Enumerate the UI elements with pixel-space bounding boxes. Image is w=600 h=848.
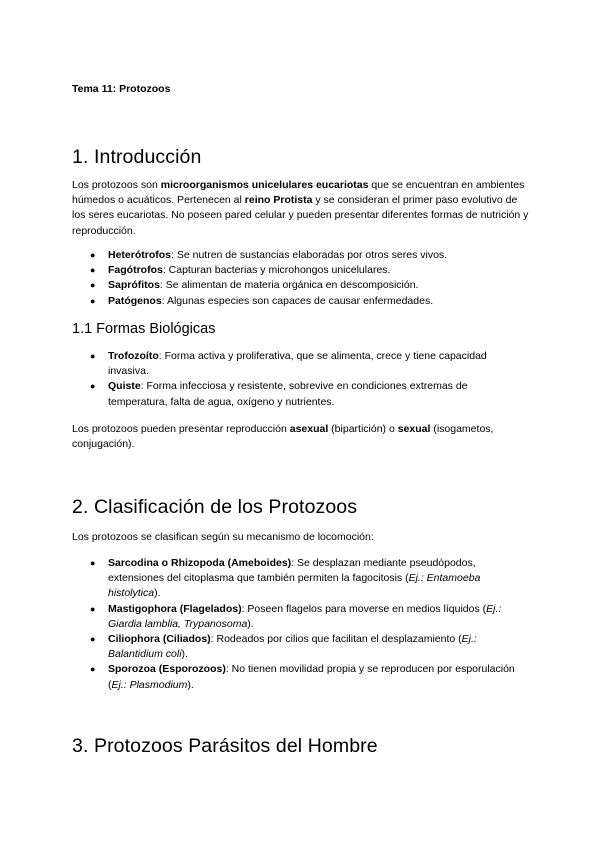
bullet-icon: ● bbox=[90, 265, 96, 276]
bullet-icon: ● bbox=[90, 280, 96, 291]
document-title: Tema 11: Protozoos bbox=[72, 83, 171, 95]
list-item: ● Patógenos: Algunas especies son capaces de causar enfermedades. bbox=[90, 294, 520, 309]
bullet-icon: ● bbox=[90, 250, 96, 260]
reproduction-paragraph: Los protozoos pueden presentar reproducción asexual (bipartición) o sexual (isogametos, conjugación). bbox=[72, 423, 494, 451]
list-item: ● Ciliophora (Ciliados): Rodeados por cilios que facilitan el desplazamiento (Ej.: Balantidium coli). bbox=[90, 633, 477, 661]
bullet-icon: ● bbox=[90, 558, 96, 568]
list-item: ● Trofozoíto: Forma activa y proliferativa, que se alimenta, crece y tiene capacidad invasiva. bbox=[90, 350, 487, 378]
bullet-icon: ● bbox=[90, 381, 96, 392]
bullet-icon: ● bbox=[90, 603, 96, 614]
heading-formas-biologicas: 1.1 Formas Biológicas bbox=[72, 321, 216, 337]
heading-introduccion: 1. Introducción bbox=[72, 146, 202, 168]
bullet-icon: ● bbox=[90, 664, 96, 675]
heading-clasificacion: 2. Clasificación de los Protozoos bbox=[72, 496, 358, 518]
bullet-icon: ● bbox=[90, 351, 96, 361]
heading-parasitos: 3. Protozoos Parásitos del Hombre bbox=[72, 735, 378, 757]
classification-intro: Los protozoos se clasifican según su mecanismo de locomoción: bbox=[72, 531, 374, 543]
list-item: ● Sporozoa (Esporozoos): No tienen movilidad propia y se reproducen por esporulación (Ej.: Plasmodium). bbox=[90, 663, 515, 691]
list-item: ● Saprófitos: Se alimentan de materia orgánica en descomposición. bbox=[90, 278, 520, 293]
list-item: ● Heterótrofos: Se nutren de sustancias elaboradas por otros seres vivos. bbox=[90, 248, 520, 263]
classification-list bbox=[90, 556, 520, 693]
bullet-icon: ● bbox=[90, 295, 96, 306]
bullet-icon: ● bbox=[90, 634, 96, 645]
list-item: ● Mastigophora (Flagelados): Poseen flagelos para moverse en medios líquidos (Ej.: Giardia lamblia, Trypanosoma). bbox=[90, 602, 502, 630]
list-item: ● Quiste: Forma infecciosa y resistente, sobrevive en condiciones extremas de temperatura, falta de agua, oxígeno y nutrientes. bbox=[90, 380, 468, 408]
intro-paragraph: Los protozoos son microorganismos unicelulares eucariotas que se encuentran en ambientes húmedos o acuáticos. Pertenecen al reino Protista y se consideran el primer paso evolutivo de los seres eucariotas. No poseen pared celular y pueden presentar diferentes formas de nutrición y reproducción. bbox=[72, 179, 529, 237]
list-item: ● Sarcodina o Rhizopoda (Ameboides): Se desplazan mediante pseudópodos, extensiones del citoplasma que también permiten la fagocitosis (Ej.: Entamoeba histolytica). bbox=[90, 557, 481, 600]
nutrition-list bbox=[90, 248, 520, 309]
forms-list bbox=[90, 349, 520, 410]
list-item: ● Fagótrofos: Capturan bacterias y microhongos unicelulares. bbox=[90, 263, 520, 278]
